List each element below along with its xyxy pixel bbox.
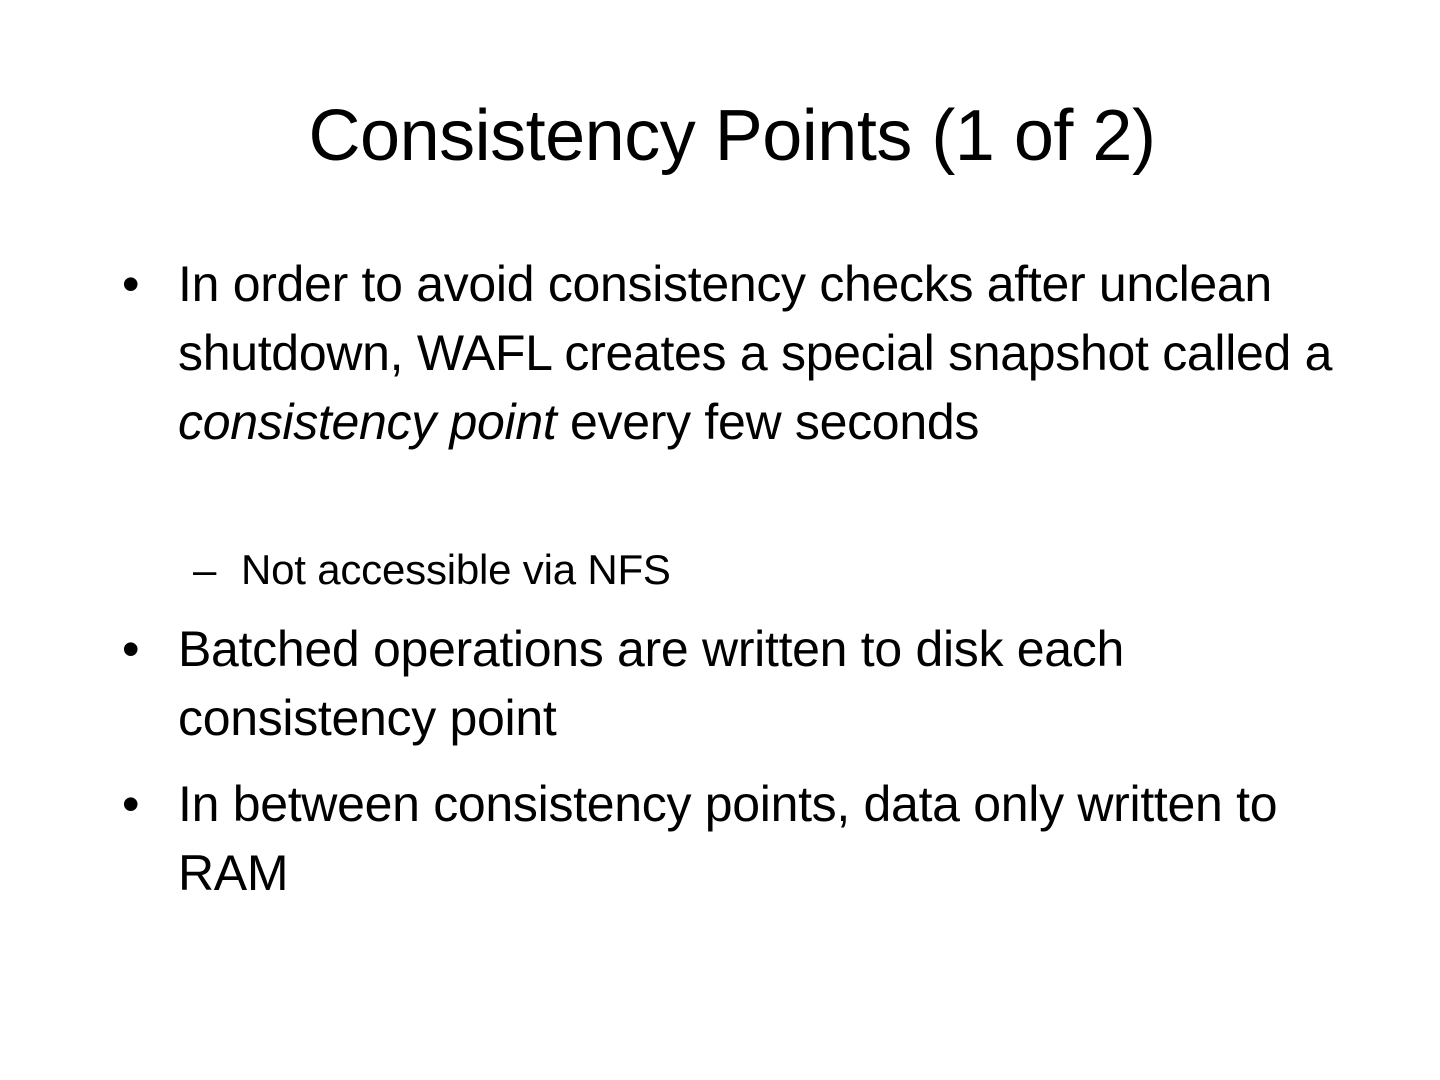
bullet-text: In order to avoid consistency checks after unclean shutdown, WAFL creates a special snapshot called a [178,256,1333,381]
bullet-marker: • [122,776,140,832]
bullet-item-ram [122,770,1348,908]
bullet-text-italic: consistency point [178,394,557,450]
bullet-item-consistency-point [122,250,1348,457]
bullet-text: In between consistency points, data only written to RAM [178,776,1278,901]
bullet-marker: • [122,621,140,677]
sub-bullet-item-nfs [193,544,1341,596]
sub-bullet-text: Not accessible via NFS [241,546,671,593]
bullet-item-batched-operations [122,615,1348,753]
bullet-text-after: every few seconds [556,394,980,450]
bullet-text: Batched operations are written to disk each consistency point [178,621,1124,746]
sub-bullet-marker: – [193,546,217,593]
bullet-marker: • [122,256,140,312]
slide-title: Consistency Points (1 of 2) [308,96,1156,176]
